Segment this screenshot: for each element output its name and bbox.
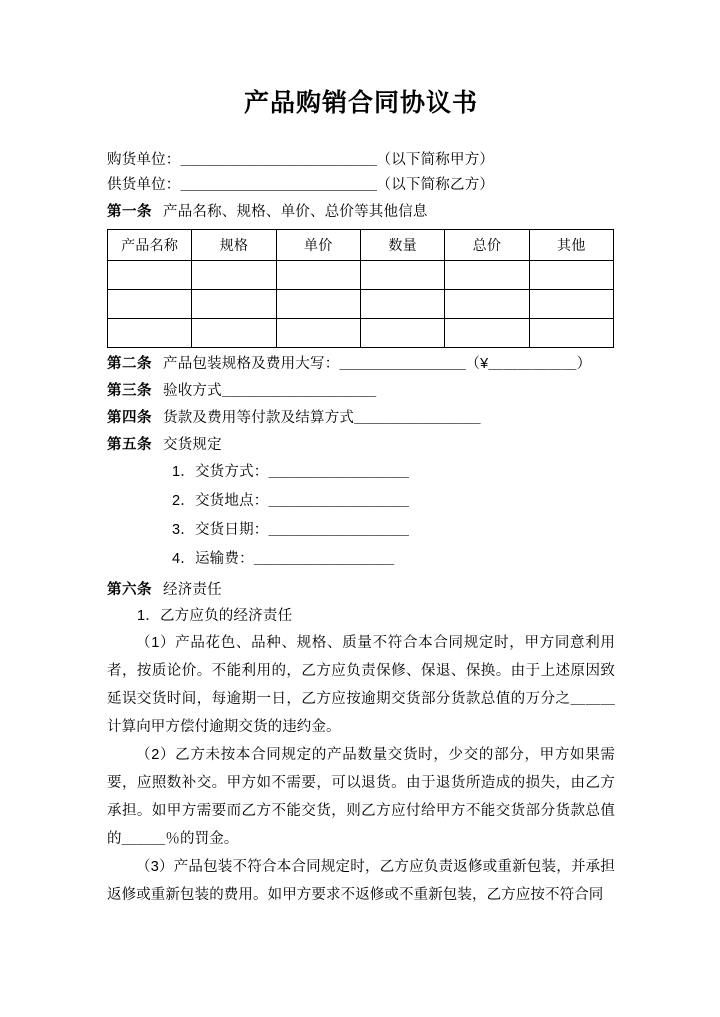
item-label: 交货日期： — [194, 522, 269, 538]
item-label: 交货地点： — [194, 493, 269, 509]
table-header-row — [108, 230, 614, 261]
clause-2-amount-suffix: （¥＿＿＿＿＿＿） — [465, 356, 592, 372]
item-number: 4． — [172, 551, 195, 567]
table-cell[interactable] — [529, 290, 613, 319]
table-header-cell: 总价 — [445, 230, 529, 261]
table-cell[interactable] — [108, 261, 192, 290]
table-header-cell: 产品名称 — [108, 230, 192, 261]
table-cell[interactable] — [108, 319, 192, 348]
item-fill-blank: ＿＿＿＿＿＿＿＿＿＿ — [268, 493, 409, 509]
document-content — [107, 0, 615, 909]
clause-3-fill-blank: ＿＿＿＿＿＿＿＿＿＿＿ — [221, 383, 376, 399]
clause-3 — [107, 379, 615, 404]
clause-4-number: 第四条 — [107, 410, 152, 426]
table-cell[interactable] — [529, 319, 613, 348]
supplier-label: 供货单位： — [107, 177, 181, 193]
table-cell[interactable] — [360, 290, 444, 319]
table-row — [108, 261, 614, 290]
buyer-suffix: （以下简称甲方） — [376, 152, 495, 168]
supplier-fill-blank: ＿＿＿＿＿＿＿＿＿＿＿＿＿＿ — [180, 177, 377, 193]
table-cell[interactable] — [445, 319, 529, 348]
clause-6-text: 经济责任 — [163, 582, 222, 598]
table-cell[interactable] — [108, 290, 192, 319]
table-header-cell: 规格 — [192, 230, 276, 261]
item-fill-blank: ＿＿＿＿＿＿＿＿＿＿ — [253, 551, 394, 567]
table-header-cell: 其他 — [529, 230, 613, 261]
clause-5-text: 交货规定 — [163, 437, 222, 453]
clause-1-text: 产品名称、规格、单价、总价等其他信息 — [163, 204, 428, 220]
table-cell[interactable] — [192, 319, 276, 348]
buyer-fill-blank: ＿＿＿＿＿＿＿＿＿＿＿＿＿＿ — [180, 152, 377, 168]
item-number: 2． — [172, 493, 195, 509]
buyer-label: 购货单位： — [107, 152, 181, 168]
clause-6-paragraph-2: （2）乙方未按本合同规定的产品数量交货时，少交的部分，甲方如果需要，应照数补交。甲方如不需要，可以退货。由于退货所造成的损失，由乙方承担。如甲方需要而乙方不能交货，则乙方应付给甲方不能交货部分货款总值的＿＿＿％的罚金。 — [107, 747, 615, 847]
table-cell[interactable] — [360, 319, 444, 348]
clause-3-number: 第三条 — [107, 383, 152, 399]
delivery-item-location — [107, 487, 615, 516]
party-block — [107, 148, 615, 198]
clause-1 — [107, 200, 615, 225]
clause-6-paragraph-3: （3）产品包装不符合本合同规定时，乙方应负责返修或重新包装，并承担返修或重新包装的费用。如甲方要求不返修或不重新包装，乙方应按不符合同 — [107, 859, 615, 903]
table-cell[interactable] — [445, 261, 529, 290]
table-row — [108, 290, 614, 319]
clause-5 — [107, 433, 615, 458]
clause-2-number: 第二条 — [107, 356, 152, 372]
table-header-cell: 单价 — [276, 230, 360, 261]
table-cell[interactable] — [360, 261, 444, 290]
table-cell[interactable] — [192, 290, 276, 319]
clause-2-fill-blank: ＿＿＿＿＿＿＿＿＿ — [339, 356, 466, 372]
clause-4-fill-blank: ＿＿＿＿＿＿＿＿＿ — [354, 410, 481, 426]
item-number: 1． — [172, 464, 195, 480]
clause-4 — [107, 406, 615, 431]
table-cell[interactable] — [276, 290, 360, 319]
table-cell[interactable] — [276, 319, 360, 348]
delivery-item-freight — [107, 545, 615, 574]
table-cell[interactable] — [192, 261, 276, 290]
clause-6-paragraph-1: （1）产品花色、品种、规格、质量不符合本合同规定时，甲方同意利用者，按质论价。不能利用的，乙方应负责保修、保退、保换。由于上述原因致延误交货时间，每逾期一日，乙方应按逾期交货部分货款总值的万分之＿＿＿计算向甲方偿付逾期交货的违约金。 — [107, 635, 615, 735]
item-fill-blank: ＿＿＿＿＿＿＿＿＿＿ — [268, 522, 409, 538]
item-fill-blank: ＿＿＿＿＿＿＿＿＿＿ — [268, 464, 409, 480]
item-label: 交货方式： — [194, 464, 269, 480]
product-table — [107, 229, 614, 348]
table-header-cell: 数量 — [360, 230, 444, 261]
supplier-suffix: （以下简称乙方） — [376, 177, 495, 193]
clause-3-text: 验收方式 — [163, 383, 222, 399]
clause-2-text: 产品包装规格及费用大写： — [163, 356, 340, 372]
table-cell[interactable] — [529, 261, 613, 290]
clause-5-number: 第五条 — [107, 437, 152, 453]
clause-4-text: 货款及费用等付款及结算方式 — [163, 410, 355, 426]
item-label: 运输费： — [194, 551, 254, 567]
supplier-line — [107, 173, 615, 198]
clause-6-sub-heading: 1．乙方应负的经济责任 — [137, 608, 293, 624]
clause-1-number: 第一条 — [107, 204, 152, 220]
table-cell[interactable] — [276, 261, 360, 290]
clause-6 — [107, 578, 615, 603]
table-cell[interactable] — [445, 290, 529, 319]
clause-6-number: 第六条 — [107, 582, 152, 598]
delivery-item-method — [107, 458, 615, 487]
buyer-line — [107, 148, 615, 173]
table-row — [108, 319, 614, 348]
delivery-item-date — [107, 516, 615, 545]
item-number: 3． — [172, 522, 195, 538]
page-title: 产品购销合同协议书 — [243, 89, 478, 117]
clause-2 — [107, 352, 615, 377]
